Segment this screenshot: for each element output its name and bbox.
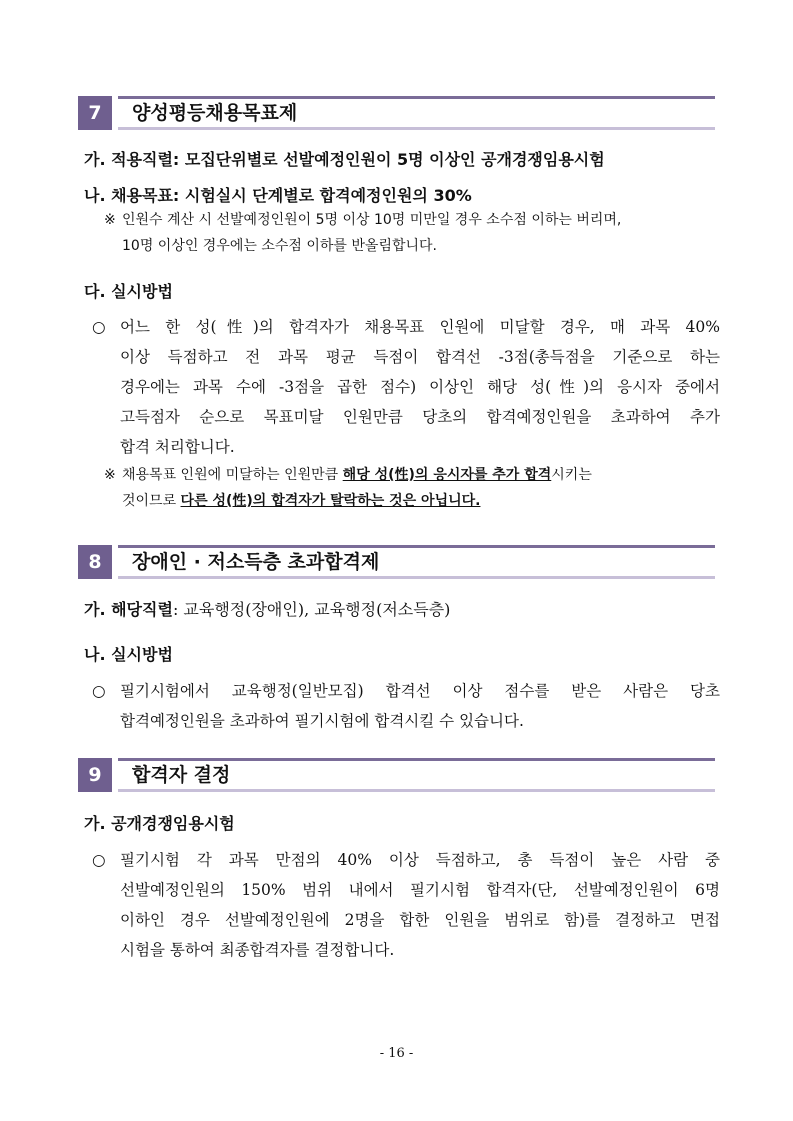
section-9-header xyxy=(78,758,715,792)
note-emphasis: 해당 성(性)의 응시자를 추가 합격 xyxy=(342,467,552,483)
paragraph-line: 어느 한 성(性)의 합격자가 채용목표 인원에 미달할 경우, 매 과목 40% xyxy=(120,318,720,336)
bullet: ○ xyxy=(92,851,106,869)
section-title: 합격자 결정 xyxy=(132,764,231,786)
note-text: 인원수 계산 시 선발예정인원이 5명 이상 10명 미만일 경우 소수점 이하는 버리며, xyxy=(122,212,622,228)
subheading: 가. 공개경쟁임용시험 xyxy=(84,814,235,833)
paragraph-line: 합격예정인원을 초과하여 필기시험에 합격시킬 수 있습니다. xyxy=(120,712,524,730)
section-8-header xyxy=(78,545,715,579)
page-number: - 16 - xyxy=(379,1046,414,1061)
paragraph xyxy=(92,676,720,736)
note-mark: ※ xyxy=(104,467,116,483)
paragraph-line: 경우에는 과목 수에 -3점을 곱한 점수) 이상인 해당 성(性)의 응시자 중에서 xyxy=(120,378,720,396)
note xyxy=(104,207,724,259)
paragraph xyxy=(92,845,720,965)
subheading: 나. 채용목표: 시험실시 단계별로 합격예정인원의 30% xyxy=(84,186,472,205)
paragraph-line: 고득점자 순으로 목표미달 인원만큼 당초의 합격예정인원을 초과하여 추가 xyxy=(120,408,720,426)
subheading: 가. 적용직렬: 모집단위별로 선발예정인원이 5명 이상인 공개경쟁임용시험 xyxy=(84,150,605,169)
paragraph-line: 시험을 통하여 최종합격자를 결정합니다. xyxy=(120,941,395,959)
paragraph xyxy=(92,312,720,462)
paragraph-line: 필기시험에서 교육행정(일반모집) 합격선 이상 점수를 받은 사람은 당초 xyxy=(120,682,720,700)
section-number: 7 xyxy=(78,96,112,130)
bullet: ○ xyxy=(92,318,106,336)
divider xyxy=(118,576,715,579)
subheading xyxy=(84,598,450,622)
section-title: 양성평등채용목표제 xyxy=(132,102,298,124)
divider xyxy=(118,789,715,792)
section-7-header xyxy=(78,96,715,130)
subheading-label: 가. 해당직렬 xyxy=(84,600,173,619)
subheading: 다. 실시방법 xyxy=(84,282,173,301)
subheading: 나. 실시방법 xyxy=(84,645,173,664)
paragraph-line: 이상 득점하고 전 과목 평균 득점이 합격선 -3점(총득점을 기준으로 하는 xyxy=(120,348,720,366)
section-title: 장애인 · 저소득층 초과합격제 xyxy=(132,551,380,573)
note-emphasis: 다른 성(性)의 합격자가 탈락하는 것은 아닙니다. xyxy=(180,493,481,509)
note-text: 것이므로 xyxy=(122,493,181,509)
section-number: 8 xyxy=(78,545,112,579)
note-text: 채용목표 인원에 미달하는 인원만큼 xyxy=(122,467,343,483)
subheading-value: : 교육행정(장애인), 교육행정(저소득층) xyxy=(172,600,451,619)
bullet: ○ xyxy=(92,682,106,700)
paragraph-line: 이하인 경우 선발예정인원에 2명을 합한 인원을 범위로 함)를 결정하고 면접 xyxy=(120,911,720,929)
note-text: 시키는 xyxy=(551,467,592,483)
note xyxy=(104,462,724,514)
divider xyxy=(118,127,715,130)
note-text: 10명 이상인 경우에는 소수점 이하를 반올림합니다. xyxy=(122,238,437,254)
section-number: 9 xyxy=(78,758,112,792)
paragraph-line: 선발예정인원의 150% 범위 내에서 필기시험 합격자(단, 선발예정인원이 6명 xyxy=(120,881,720,899)
paragraph-line: 필기시험 각 과목 만점의 40% 이상 득점하고, 총 득점이 높은 사람 중 xyxy=(120,851,720,869)
paragraph-line: 합격 처리합니다. xyxy=(120,438,235,456)
note-mark: ※ xyxy=(104,212,116,228)
